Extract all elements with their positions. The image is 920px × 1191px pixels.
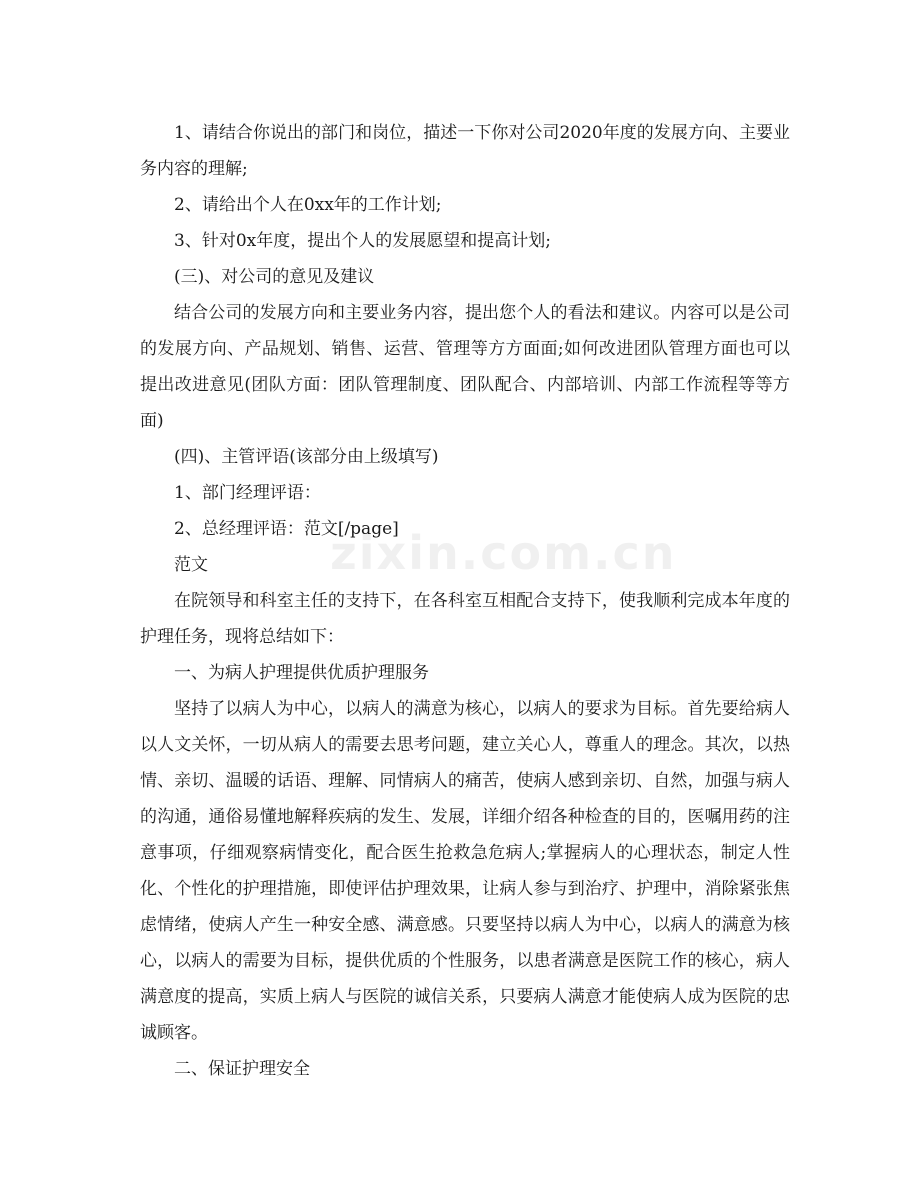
section-heading-nursing-safety: 二、保证护理安全 [174,1059,310,1079]
paragraph-sample-label: 范文 [174,555,208,575]
paragraph-quality-service-body: 坚持了以病人为中心，以病人的满意为核心，以病人的要求为目标。首先要给病人以人文关怀，一切从病人的需要去思考问题，建立关心人，尊重人的理念。其次，以热情、亲切、温暖的话语、理解、同情病人的痛苦，使病人感到亲切、自然，加强与病人的沟通，通俗易懂地解释疾病的发生、发展，详细介绍各种检查的目的，医嘱用药的注意事项，仔细观察病情变化，配合医生抢救急危病人;掌握病人的心理状态，制定人性化、个性化的护理措施，即使评估护理效果，让病人参与到治疗、护理中，消除紧张焦虑情绪，使病人产生一种安全感、满意感。只要坚持以病人为中心，以病人的满意为核心，以病人的需要为目标，提供优质的个性服务，以患者满意是医院工作的核心，病人满意度的提高，实质上病人与医院的诚信关系，只要病人满意才能使病人成为医院的忠诚顾客。 [140,699,790,1043]
paragraph-q1: 1、请结合你说出的部门和岗位，描述一下你对公司2020年度的发展方向、主要业务内容的理解; [140,123,790,179]
paragraph-gm-comment: 2、总经理评语：范文[/page] [174,519,399,539]
section-heading-suggestions: (三)、对公司的意见及建议 [174,267,375,287]
paragraph-q3: 3、针对0x年度，提出个人的发展愿望和提高计划; [174,231,551,251]
paragraph-q2: 2、请给出个人在0xx年的工作计划; [174,195,442,215]
document-body [140,115,790,1087]
paragraph-suggestions-body: 结合公司的发展方向和主要业务内容，提出您个人的看法和建议。内容可以是公司的发展方向、产品规划、销售、运营、管理等方方面面;如何改进团队管理方面也可以提出改进意见(团队方面：团队管理制度、团队配合、内部培训、内部工作流程等等方面) [140,303,790,431]
section-heading-supervisor-comments: (四)、主管评语(该部分由上级填写) [174,447,439,467]
paragraph-intro: 在院领导和科室主任的支持下，在各科室互相配合支持下，使我顺利完成本年度的护理任务，现将总结如下： [140,591,790,647]
watermark: zixin.com.cn [330,526,677,580]
section-heading-quality-service: 一、为病人护理提供优质护理服务 [174,663,429,683]
paragraph-dept-manager-comment: 1、部门经理评语： [174,483,321,503]
